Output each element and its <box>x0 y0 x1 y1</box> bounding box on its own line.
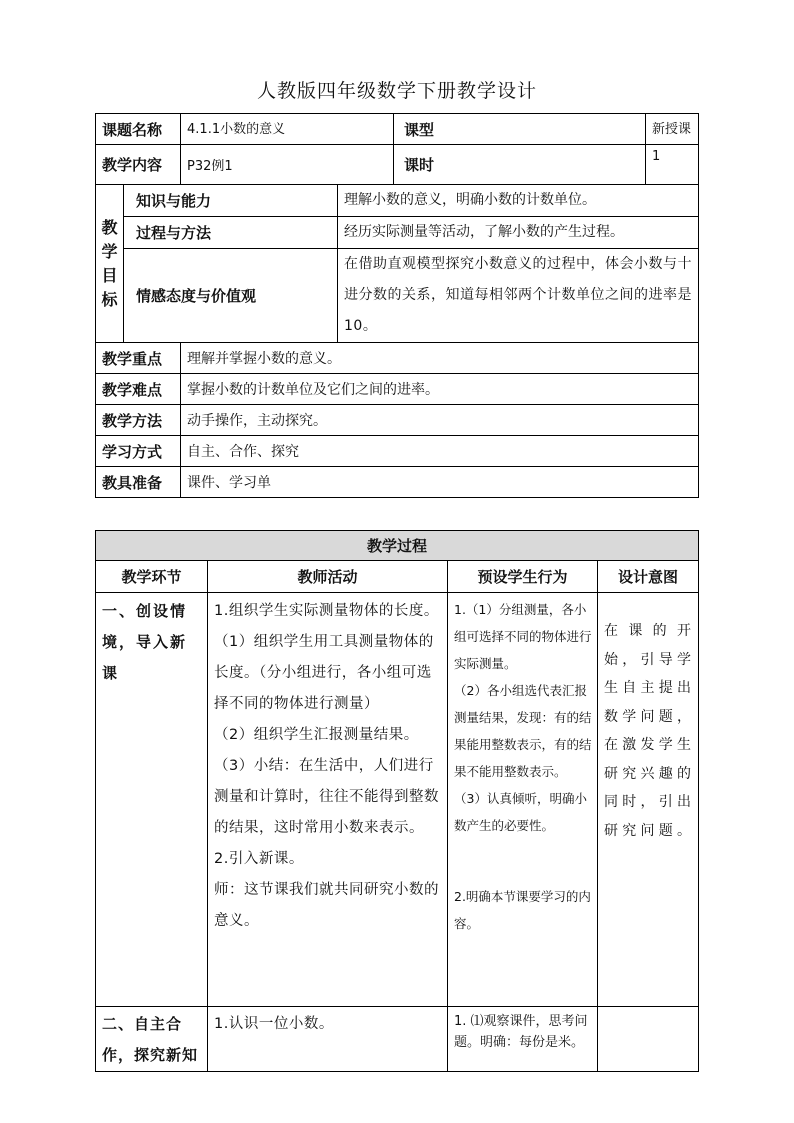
column-header: 设计意图 <box>598 561 699 593</box>
detail-text: 课件、学习单 <box>181 467 699 498</box>
detail-row <box>96 436 699 467</box>
teacher-activity: （1）组织学生用工具测量物体的长度。（分小组进行，各小组可选择不同的物体进行测量） <box>214 634 434 712</box>
detail-text: 理解并掌握小数的意义。 <box>181 343 699 374</box>
objective-row-knowledge <box>96 185 699 217</box>
student-behavior-cell <box>448 1007 598 1072</box>
detail-label: 学习方式 <box>96 436 181 467</box>
design-intent-cell <box>598 593 699 1007</box>
objectives-label-char: 目 <box>101 265 118 285</box>
hours-label: 课时 <box>394 145 646 185</box>
teacher-activity: 2.引入新课。 <box>214 851 304 867</box>
objective-row-attitude <box>96 249 699 343</box>
design-intent-cell <box>598 1007 699 1072</box>
column-header: 预设学生行为 <box>448 561 598 593</box>
course-name-value: 4.1.1小数的意义 <box>181 114 394 145</box>
objective-row-process <box>96 217 699 249</box>
teacher-activity-cell <box>208 593 448 1007</box>
detail-text: 掌握小数的计数单位及它们之间的进率。 <box>181 374 699 405</box>
student-behavior: 1. ⑴观察课件，思考问题。明确：每份是米。 <box>454 1014 588 1050</box>
stage-cell <box>96 1007 208 1072</box>
process-heading-row <box>96 531 699 561</box>
detail-row <box>96 405 699 436</box>
process-heading: 教学过程 <box>96 531 699 561</box>
process-row <box>96 593 699 1007</box>
design-intent: 在课的开始，引导学生自主提出数学问题，在激发学生研究兴趣的同时，引出研究问题。 <box>604 623 693 839</box>
content-value: P32例1 <box>181 145 394 185</box>
stage-label: 一、创设情境，导入新课 <box>102 602 188 682</box>
detail-row <box>96 467 699 498</box>
objectives-label <box>96 185 124 343</box>
teacher-activity: 师：这节课我们就共同研究小数的意义。 <box>214 882 439 929</box>
stage-cell <box>96 593 208 1007</box>
column-header: 教学环节 <box>96 561 208 593</box>
lesson-info-table <box>95 113 699 498</box>
stage-label: 二、自主合作，探究新知 <box>102 1015 199 1064</box>
objective-text: 在借助直观模型探究小数意义的过程中，体会小数与十进分数的关系，知道每相邻两个计数单位之间的进率是10。 <box>338 249 699 343</box>
student-behavior: 1.（1）分组测量，各小组可选择不同的物体进行实际测量。 <box>454 602 592 671</box>
detail-label: 教学方法 <box>96 405 181 436</box>
detail-row <box>96 343 699 374</box>
objective-text: 理解小数的意义，明确小数的计数单位。 <box>338 185 699 217</box>
student-behavior: （3）认真倾听，明确小数产生的必要性。 <box>454 791 587 833</box>
teacher-activity-cell <box>208 1007 448 1072</box>
course-name-row <box>96 114 699 145</box>
detail-text: 自主、合作、探究 <box>181 436 699 467</box>
detail-label: 教学重点 <box>96 343 181 374</box>
objective-label: 情感态度与价值观 <box>124 249 338 343</box>
hours-value: 1 <box>646 145 699 185</box>
detail-label: 教具准备 <box>96 467 181 498</box>
detail-label: 教学难点 <box>96 374 181 405</box>
type-value: 新授课 <box>646 114 699 145</box>
column-header: 教师活动 <box>208 561 448 593</box>
column-header-row <box>96 561 699 593</box>
student-behavior-cell <box>448 593 598 1007</box>
objectives-label-char: 教 <box>101 217 118 237</box>
process-row <box>96 1007 699 1072</box>
content-row <box>96 145 699 185</box>
student-behavior: （2）各小组选代表汇报测量结果，发现：有的结果能用整数表示，有的结果不能用整数表示。 <box>454 683 592 779</box>
detail-text: 动手操作，主动探究。 <box>181 405 699 436</box>
type-label: 课型 <box>394 114 646 145</box>
objective-label: 过程与方法 <box>124 217 338 249</box>
teaching-process-table <box>95 530 699 1072</box>
objective-text: 经历实际测量等活动，了解小数的产生过程。 <box>338 217 699 249</box>
content-label: 教学内容 <box>96 145 181 185</box>
student-behavior: 2.明确本节课要学习的内容。 <box>454 889 591 931</box>
teacher-activity: （2）组织学生汇报测量结果。 <box>214 727 419 743</box>
teacher-activity: 1.组织学生实际测量物体的长度。 <box>214 603 439 619</box>
detail-row <box>96 374 699 405</box>
objective-label: 知识与能力 <box>124 185 338 217</box>
page-title: 人教版四年级数学下册教学设计 <box>256 80 537 102</box>
teacher-activity: 1.认识一位小数。 <box>214 1016 334 1032</box>
objectives-label-char: 标 <box>101 289 118 309</box>
course-name-label: 课题名称 <box>96 114 181 145</box>
objectives-label-char: 学 <box>101 241 118 261</box>
teacher-activity: （3）小结：在生活中，人们进行测量和计算时，往往不能得到整数的结果，这时常用小数来表示。 <box>214 758 439 836</box>
